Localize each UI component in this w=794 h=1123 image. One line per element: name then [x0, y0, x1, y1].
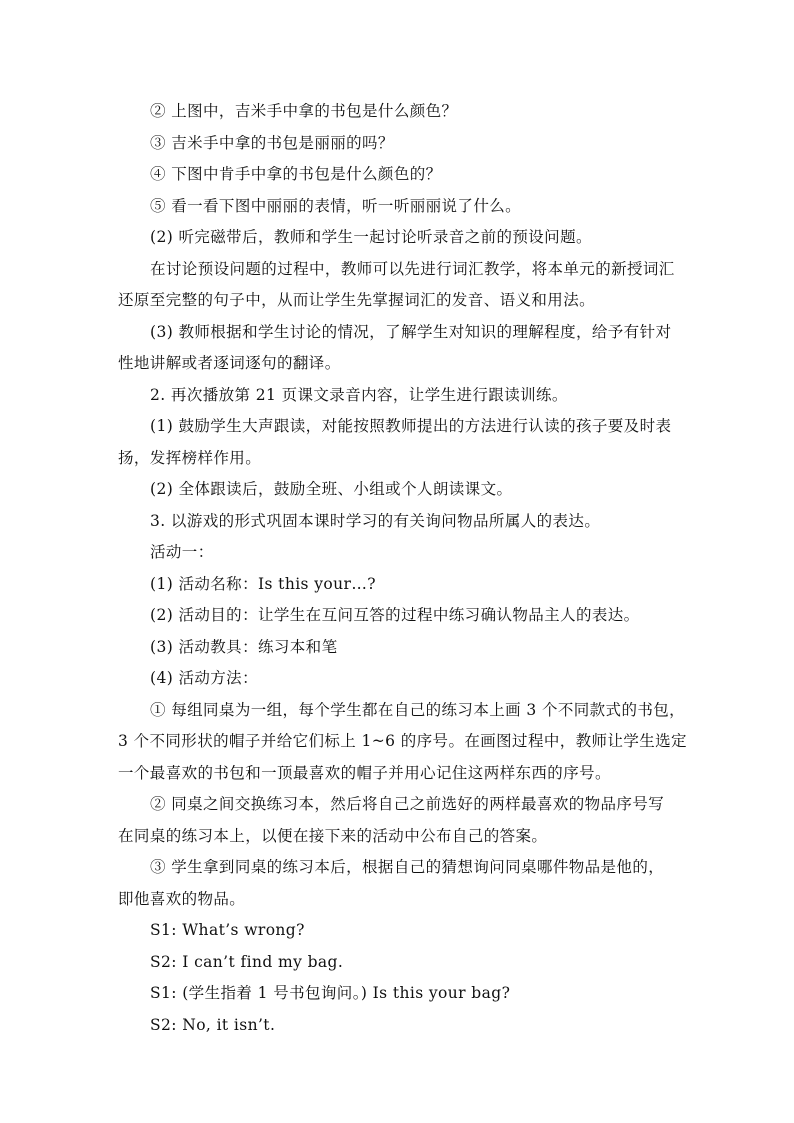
question-2: ② 上图中，吉米手中拿的书包是什么颜色？ [150, 102, 458, 120]
paragraph-line: (1) 鼓励学生大声跟读，对能按照教师提出的方法进行认读的孩子要及时表 [150, 417, 672, 435]
dialogue-line: S2: I can’t find my bag. [150, 953, 344, 971]
step-2-heading: (2) 听完磁带后，教师和学生一起讨论听录音之前的预设问题。 [150, 228, 592, 246]
paragraph-line: 性地讲解或者逐词逐句的翻译。 [118, 354, 341, 372]
dialogue-line: S2: No, it isn’t. [150, 1016, 276, 1034]
section-3-heading: 3. 以游戏的形式巩固本课时学习的有关询问物品所属人的表达。 [150, 512, 601, 530]
activity-goal: (2) 活动目的：让学生在互问互答的过程中练习确认物品主人的表达。 [150, 606, 640, 624]
paragraph-line: 还原至完整的句子中，从而让学生先掌握词汇的发音、语义和用法。 [118, 291, 596, 309]
paragraph-line: ① 每组同桌为一组，每个学生都在自己的练习本上画 3 个不同款式的书包， [150, 701, 686, 719]
question-4: ④ 下图中肯手中拿的书包是什么颜色的？ [150, 165, 442, 183]
question-3: ③ 吉米手中拿的书包是丽丽的吗？ [150, 134, 394, 152]
activity-materials: (3) 活动教具：练习本和笔 [150, 638, 338, 656]
section-2-heading: 2. 再次播放第 21 页课文录音内容，让学生进行跟读训练。 [150, 386, 568, 404]
paragraph-line: 3 个不同形状的帽子并给它们标上 1~6 的序号。在画图过程中，教师让学生选定 [118, 732, 687, 750]
question-5: ⑤ 看一看下图中丽丽的表情，听一听丽丽说了什么。 [150, 197, 522, 215]
paragraph-line: 一个最喜欢的书包和一顶最喜欢的帽子并用心记住这两样东西的序号。 [118, 764, 611, 782]
dialogue-line: S1: What’s wrong? [150, 921, 305, 939]
paragraph-line: ② 同桌之间交换练习本，然后将自己之前选好的两样最喜欢的物品序号写 [150, 795, 665, 813]
paragraph-line: 在讨论预设问题的过程中，教师可以先进行词汇教学，将本单元的新授词汇 [150, 260, 675, 278]
paragraph-line: 扬，发挥榜样作用。 [118, 449, 262, 467]
paragraph-line: (2) 全体跟读后，鼓励全班、小组或个人朗读课文。 [150, 480, 513, 498]
activity-name: (1) 活动名称：Is this your…? [150, 575, 376, 593]
paragraph-line: ③ 学生拿到同桌的练习本后，根据自己的猜想询问同桌哪件物品是他的， [150, 858, 665, 876]
paragraph-line: 在同桌的练习本上，以便在接下来的活动中公布自己的答案。 [118, 827, 548, 845]
activity-title: 活动一： [150, 543, 214, 561]
paragraph-line: (3) 教师根据和学生讨论的情况，了解学生对知识的理解程度，给予有针对 [150, 323, 672, 341]
paragraph-line: 即他喜欢的物品。 [118, 890, 246, 908]
activity-method: (4) 活动方法： [150, 669, 258, 687]
dialogue-line: S1: (学生指着 1 号书包询问。) Is this your bag? [150, 984, 511, 1002]
